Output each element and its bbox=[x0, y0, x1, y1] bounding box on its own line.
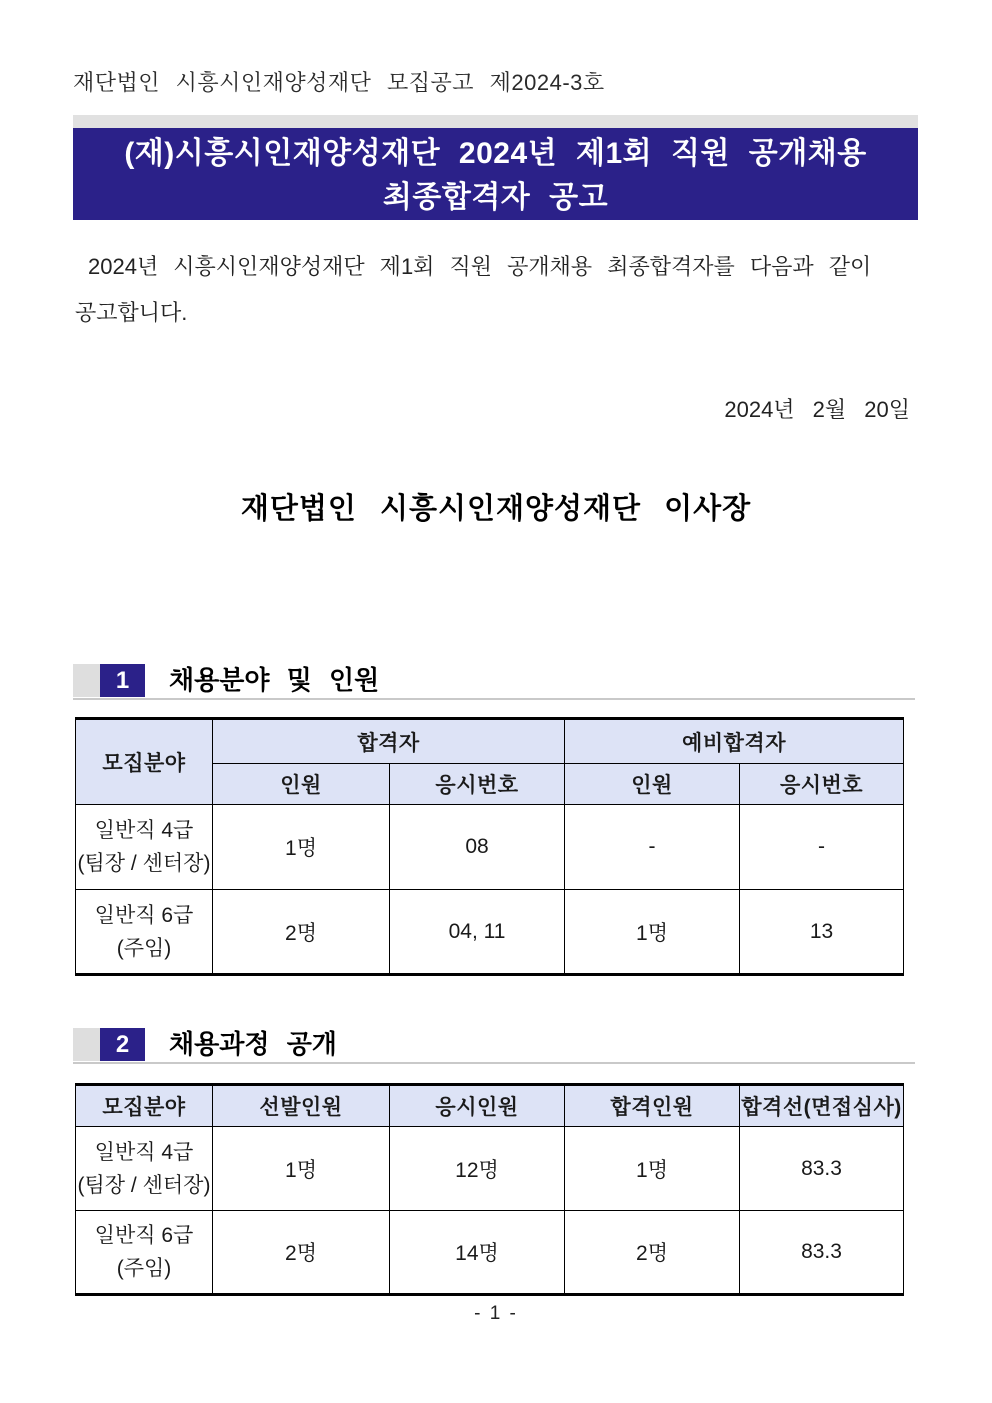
banner-top-strip bbox=[73, 115, 918, 128]
table-cell: 1명 bbox=[213, 805, 390, 890]
page-number: - 1 - bbox=[474, 1303, 518, 1324]
col-subheader: 응시번호 bbox=[740, 764, 904, 805]
table-recruitment-process bbox=[75, 1083, 904, 1296]
col-subheader: 응시번호 bbox=[390, 764, 565, 805]
section-gray-tab bbox=[73, 1028, 100, 1061]
col-subheader: 인원 bbox=[213, 764, 390, 805]
section-header-2 bbox=[73, 1028, 915, 1064]
intro-paragraph bbox=[75, 244, 920, 336]
field-subname: (팀장 / 센터장) bbox=[77, 1173, 211, 1197]
section-number-badge: 1 bbox=[100, 664, 145, 697]
col-subheader: 인원 bbox=[565, 764, 740, 805]
table-cell: 1명 bbox=[213, 1127, 390, 1211]
col-header: 합격인원 bbox=[565, 1085, 740, 1127]
table-cell: 13 bbox=[740, 890, 904, 975]
table-row bbox=[76, 1211, 904, 1295]
table-cell: 2명 bbox=[565, 1211, 740, 1295]
section-title: 채용분야 및 인원 bbox=[169, 665, 380, 695]
table-cell: 12명 bbox=[390, 1127, 565, 1211]
announcement-title-banner bbox=[73, 128, 918, 220]
col-header: 합격선(면접심사) bbox=[740, 1085, 904, 1127]
field-subname: (주임) bbox=[116, 936, 172, 960]
table-cell: 08 bbox=[390, 805, 565, 890]
field-subname: (팀장 / 센터장) bbox=[77, 852, 211, 875]
banner-title-line1: (재)시흥시인재양성재단 2024년 제1회 직원 공개채용 bbox=[124, 137, 867, 170]
field-cell bbox=[76, 1127, 213, 1211]
table-cell: 2명 bbox=[213, 1211, 390, 1295]
field-name: 일반직 6급 bbox=[94, 903, 194, 927]
intro-line1: 2024년 시흥시인재양성재단 제1회 직원 공개채용 최종합격자를 다음과 같이 bbox=[88, 254, 872, 279]
announcement-date: 2024년 2월 20일 bbox=[724, 397, 910, 422]
field-name: 일반직 4급 bbox=[94, 1140, 194, 1164]
table-cell: 1명 bbox=[565, 1127, 740, 1211]
field-subname: (주임) bbox=[116, 1257, 172, 1280]
table-cell: 83.3 bbox=[740, 1211, 904, 1295]
table-cell: 83.3 bbox=[740, 1127, 904, 1211]
table-row bbox=[76, 805, 904, 890]
doc-number-line: 재단법인 시흥시인재양성재단 모집공고 제2024-3호 bbox=[73, 70, 605, 95]
section-number-badge: 2 bbox=[100, 1028, 145, 1061]
table-cell: 1명 bbox=[565, 890, 740, 975]
field-name: 일반직 6급 bbox=[94, 1224, 194, 1247]
section-header-1 bbox=[73, 664, 915, 700]
table-cell: 04, 11 bbox=[390, 890, 565, 975]
col-group-reserve: 예비합격자 bbox=[565, 719, 904, 764]
section-gray-tab bbox=[73, 664, 100, 697]
signer-title: 재단법인 시흥시인재양성재단 이사장 bbox=[240, 493, 752, 525]
field-cell bbox=[76, 890, 213, 975]
col-header: 모집분야 bbox=[76, 1085, 213, 1127]
col-header: 선발인원 bbox=[213, 1085, 390, 1127]
col-group-pass: 합격자 bbox=[213, 719, 565, 764]
table-cell: 2명 bbox=[213, 890, 390, 975]
section-title: 채용과정 공개 bbox=[169, 1029, 337, 1059]
intro-line2: 공고합니다. bbox=[75, 300, 188, 325]
field-cell bbox=[76, 805, 213, 890]
table-cell: - bbox=[565, 805, 740, 890]
table-cell: 14명 bbox=[390, 1211, 565, 1295]
col-header: 응시인원 bbox=[390, 1085, 565, 1127]
table-final-candidates bbox=[75, 717, 904, 976]
banner-title-line2: 최종합격자 공고 bbox=[382, 181, 609, 214]
field-cell bbox=[76, 1211, 213, 1295]
table-row bbox=[76, 1127, 904, 1211]
table-row bbox=[76, 890, 904, 975]
field-name: 일반직 4급 bbox=[94, 819, 194, 842]
table-cell: - bbox=[740, 805, 904, 890]
col-header-field: 모집분야 bbox=[76, 719, 213, 805]
